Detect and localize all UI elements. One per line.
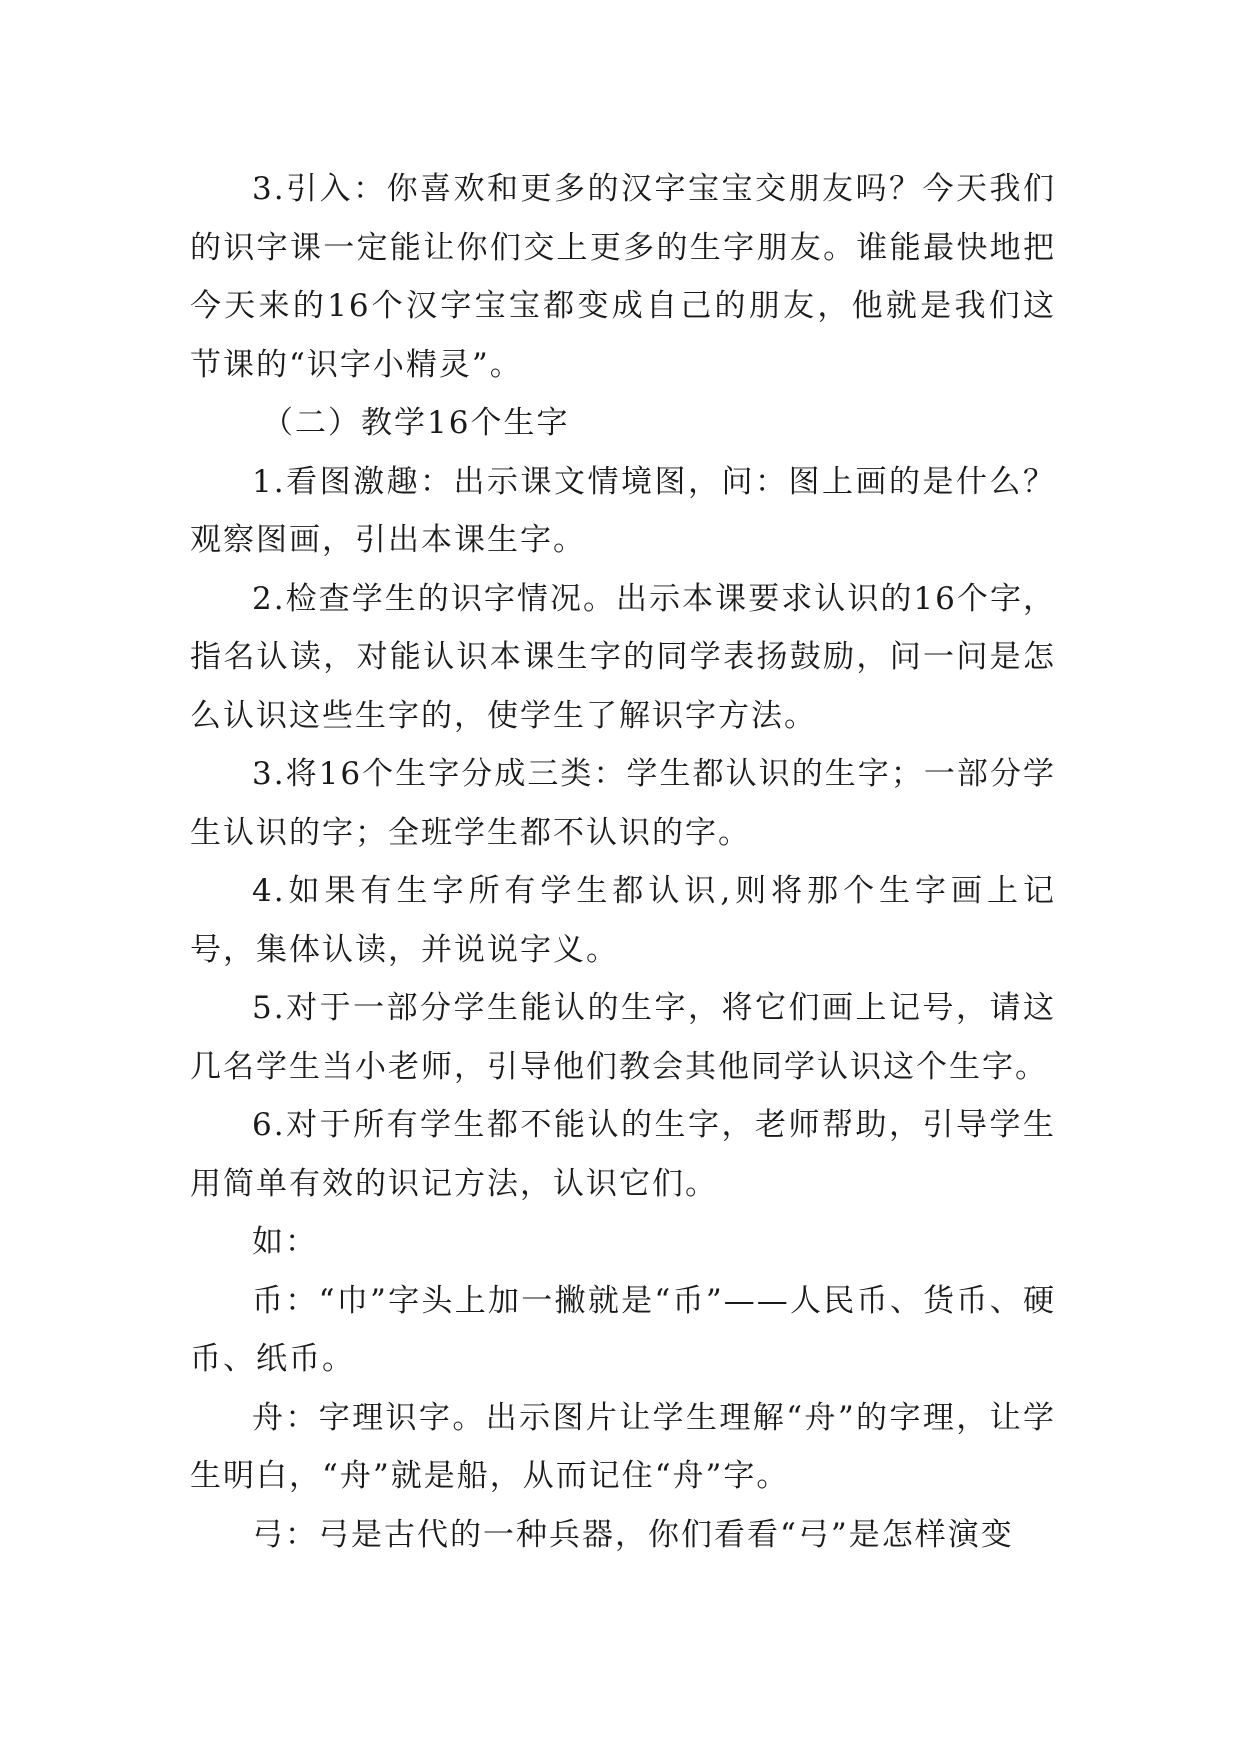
paragraph-example-gong: 弓：弓是古代的一种兵器，你们看看“弓”是怎样演变: [252, 1516, 1014, 1553]
paragraph-example-zhou: 舟：字理识字。出示图片让学生理解“舟”的字理，让学生明白，“舟”就是船，从而记住“舟”字。: [190, 1399, 1056, 1494]
paragraph-intro: 3.引入：你喜欢和更多的汉字宝宝交朋友吗？今天我们的识字课一定能让你们交上更多的生字朋友。谁能最快地把今天来的16个汉字宝宝都变成自己的朋友，他就是我们这节课的“识字小精灵”。: [190, 171, 1056, 383]
paragraph-step-6: 6.对于所有学生都不能认的生字，老师帮助，引导学生用简单有效的识记方法，认识它们。: [190, 1107, 1056, 1202]
paragraph-step-1: 1.看图激趣：出示课文情境图，问：图上画的是什么？观察图画，引出本课生字。: [190, 463, 1056, 558]
paragraph-step-2: 2.检查学生的识字情况。出示本课要求认识的16个字，指名认读，对能认识本课生字的同学表扬鼓励，问一问是怎么认识这些生字的，使学生了解识字方法。: [190, 580, 1056, 734]
paragraph-example-label: 如：: [252, 1224, 318, 1260]
paragraph-example-bi: 币：“巾”字头上加一撇就是“币”——人民币、货币、硬币、纸币。: [190, 1282, 1056, 1377]
paragraph-step-5: 5.对于一部分学生能认的生字，将它们画上记号，请这几名学生当小老师，引导他们教会其他同学认识这个生字。: [190, 990, 1056, 1085]
document-body: [190, 160, 1056, 1564]
section-heading: （二）教学16个生字: [262, 405, 570, 441]
paragraph-step-4: 4.如果有生字所有学生都认识,则将那个生字画上记号，集体认读，并说说字义。: [190, 873, 1056, 968]
paragraph-step-3: 3.将16个生字分成三类：学生都认识的生字；一部分学生认识的字；全班学生都不认识的字。: [190, 756, 1056, 851]
